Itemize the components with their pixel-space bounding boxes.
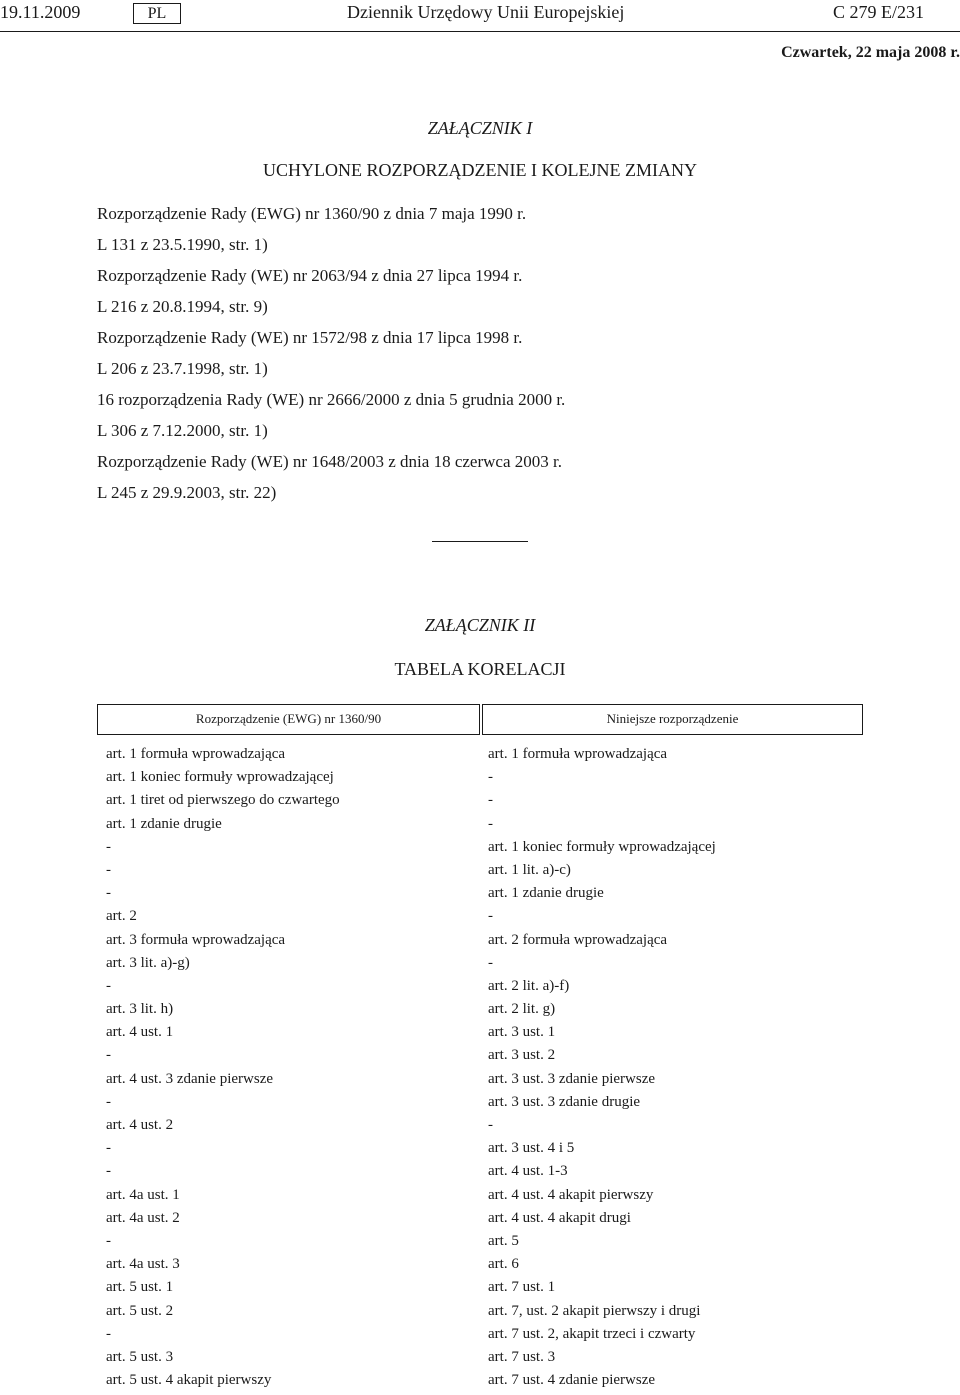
sitting-date: Czwartek, 22 maja 2008 r. [781, 44, 960, 61]
header-date: 19.11.2009 [0, 2, 81, 22]
table-cell: art. 3 ust. 3 zdanie pierwsze [488, 1070, 656, 1087]
table-cell: art. 4a ust. 2 [106, 1209, 180, 1226]
table-cell: art. 5 [488, 1232, 519, 1249]
table-cell: art. 1 lit. a)-c) [488, 861, 571, 878]
table-cell: - [488, 815, 493, 832]
table-cell: art. 4 ust. 3 zdanie pierwsze [106, 1070, 274, 1087]
table-cell: art. 7 ust. 3 [488, 1348, 556, 1365]
table-cell: art. 4a ust. 1 [106, 1186, 180, 1203]
annex1-subtitle: UCHYLONE ROZPORZĄDZENIE I KOLEJNE ZMIANY [263, 160, 697, 180]
table-cell: - [106, 861, 111, 878]
annex2-subtitle: TABELA KORELACJI [394, 659, 566, 679]
table-cell: art. 4 ust. 1 [106, 1024, 174, 1041]
list-item: L 245 z 29.9.2003, str. 22) [97, 483, 277, 502]
table-cell: - [106, 1232, 111, 1249]
table-cell: art. 1 koniec formuły wprowadzającej [488, 838, 716, 855]
repealed-regulations-list [97, 204, 565, 514]
list-item: L 131 z 23.5.1990, str. 1) [97, 235, 268, 254]
table-cell: art. 2 formuła wprowadzająca [488, 931, 668, 948]
list-item: Rozporządzenie Rady (EWG) nr 1360/90 z dnia 7 maja 1990 r. [97, 204, 527, 223]
table-header-left: Rozporządzenie (EWG) nr 1360/90 [97, 704, 480, 735]
table-cell: art. 3 lit. a)-g) [106, 954, 190, 971]
table-cell: art. 1 zdanie drugie [106, 815, 222, 832]
table-cell: art. 4a ust. 3 [106, 1256, 180, 1273]
table-cell: art. 3 ust. 2 [488, 1047, 556, 1064]
list-item: L 216 z 20.8.1994, str. 9) [97, 297, 268, 316]
table-cell: - [106, 1325, 111, 1342]
table-cell: art. 3 ust. 3 zdanie drugie [488, 1093, 641, 1110]
table-cell: art. 1 formuła wprowadzająca [106, 746, 286, 762]
list-item: 16 rozporządzenia Rady (WE) nr 2666/2000 z dnia 5 grudnia 2000 r. [97, 390, 566, 409]
language-badge: PL [133, 3, 181, 24]
table-cell: - [106, 885, 111, 902]
table-cell: art. 3 ust. 4 i 5 [488, 1140, 575, 1157]
list-item: Rozporządzenie Rady (WE) nr 1648/2003 z dnia 18 czerwca 2003 r. [97, 452, 562, 471]
list-item: L 306 z 7.12.2000, str. 1) [97, 421, 268, 440]
table-cell: art. 1 zdanie drugie [488, 885, 604, 902]
table-cell: - [106, 1140, 111, 1157]
table-cell: art. 4 ust. 4 akapit drugi [488, 1209, 631, 1226]
table-column-right [488, 744, 716, 1393]
list-item: L 206 z 23.7.1998, str. 1) [97, 359, 268, 378]
header-rule [0, 31, 960, 32]
journal-title: Dziennik Urzędowy Unii Europejskiej [347, 2, 625, 22]
table-cell: art. 5 ust. 4 akapit pierwszy [106, 1372, 272, 1389]
table-cell: art. 3 formuła wprowadzająca [106, 931, 286, 948]
table-cell: art. 1 formuła wprowadzająca [488, 746, 668, 762]
table-cell: - [106, 1163, 111, 1180]
list-item: Rozporządzenie Rady (WE) nr 2063/94 z dnia 27 lipca 1994 r. [97, 266, 523, 285]
table-cell: art. 6 [488, 1256, 519, 1273]
table-cell: art. 5 ust. 2 [106, 1302, 174, 1319]
table-cell: art. 3 lit. h) [106, 1001, 174, 1018]
table-column-left [106, 744, 340, 1393]
issue-number: C 279 E/231 [833, 2, 925, 22]
table-cell: art. 2 [106, 908, 137, 925]
table-header-right: Niniejsze rozporządzenie [482, 704, 863, 735]
table-cell: - [488, 792, 493, 809]
list-item: Rozporządzenie Rady (WE) nr 1572/98 z dnia 17 lipca 1998 r. [97, 328, 523, 347]
annex1-title: ZAŁĄCZNIK I [427, 118, 533, 138]
table-cell: art. 5 ust. 3 [106, 1348, 174, 1365]
table-cell: art. 1 tiret od pierwszego do czwartego [106, 792, 340, 809]
table-cell: - [488, 954, 493, 971]
table-cell: art. 7 ust. 2, akapit trzeci i czwarty [488, 1325, 696, 1342]
section-separator [432, 541, 528, 542]
table-cell: art. 4 ust. 2 [106, 1117, 174, 1133]
table-cell: art. 7 ust. 1 [488, 1279, 556, 1296]
table-cell: art. 7, ust. 2 akapit pierwszy i drugi [488, 1302, 701, 1319]
table-cell: art. 2 lit. g) [488, 1001, 556, 1018]
table-cell: art. 3 ust. 1 [488, 1024, 556, 1041]
table-cell: - [488, 908, 493, 925]
table-cell: - [106, 977, 111, 994]
table-cell: - [106, 1047, 111, 1064]
table-cell: art. 7 ust. 4 zdanie pierwsze [488, 1372, 656, 1389]
table-cell: - [106, 838, 111, 855]
table-cell: - [106, 1093, 111, 1110]
table-cell: art. 2 lit. a)-f) [488, 977, 570, 994]
table-cell: art. 1 koniec formuły wprowadzającej [106, 769, 334, 786]
table-cell: art. 5 ust. 1 [106, 1279, 174, 1296]
table-cell: - [488, 1117, 493, 1133]
annex2-title: ZAŁĄCZNIK II [424, 615, 536, 635]
table-cell: art. 4 ust. 1-3 [488, 1163, 568, 1180]
table-cell: - [488, 769, 493, 786]
table-cell: art. 4 ust. 4 akapit pierwszy [488, 1186, 654, 1203]
